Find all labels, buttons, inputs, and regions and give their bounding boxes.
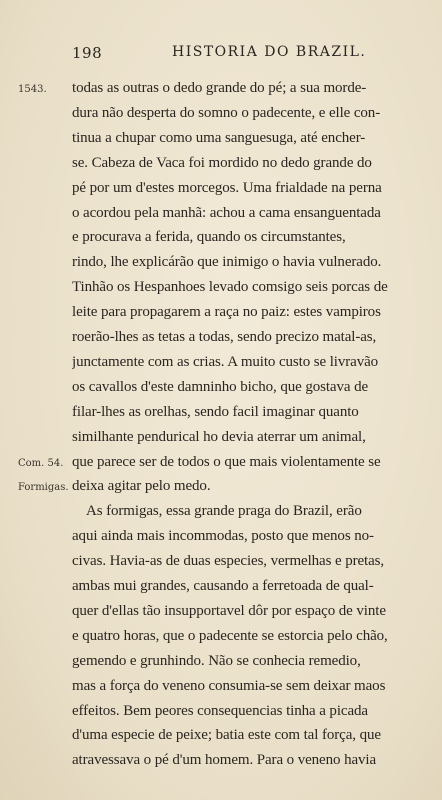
text-line: mas a força do veneno consumia-se sem deixar maos — [72, 677, 386, 694]
page-number: 198 — [72, 44, 103, 62]
text-line: roerão-lhes as tetas a todas, sendo precizo matal-as, — [72, 329, 377, 345]
text-line: dura não desperta do somno o padecente, e elle con- — [72, 104, 381, 121]
text-line: filar-lhes as orelhas, sendo facil imaginar quanto — [72, 403, 359, 420]
text-line: ambas mui grandes, causando a ferretoada de qual- — [72, 578, 374, 594]
text-line: gemendo e grunhindo. Não se conhecia remedio, — [72, 652, 361, 669]
text-line: civas. Havia-as de duas especies, vermelhas e pretas, — [72, 553, 385, 570]
running-title: HISTORIA DO BRAZIL. — [172, 44, 367, 60]
text-line: deixa agitar pelo medo. — [72, 478, 211, 495]
text-line: similhante pendurical ho devia aterrar um animal, — [72, 428, 366, 445]
text-line: effeitos. Bem peores consequencias tinha a picada — [72, 702, 368, 719]
text-line: que parece ser de todos o que mais violentamente se — [72, 453, 381, 470]
text-line: atravessava o pé d'um homem. Para o veneno havia — [72, 752, 377, 769]
text-line: e procurava a ferida, quando os circumstantes, — [72, 229, 346, 246]
text-line: leite para propagarem a raça no paiz: estes vampiros — [72, 304, 381, 321]
margin-note: Com. 54. — [18, 457, 64, 469]
text-line: se. Cabeza de Vaca foi mordido no dedo grande do — [72, 154, 372, 171]
text-line: os cavallos d'este damninho bicho, que gostava de — [72, 378, 369, 395]
text-line: d'uma especie de peixe; batia este com tal força, que — [72, 727, 381, 744]
text-line: aqui ainda mais incommodas, posto que menos no- — [72, 528, 374, 545]
text-line: pé por um d'estes morcegos. Uma frialdade na perna — [72, 179, 382, 196]
text-line: As formigas, essa grande praga do Brazil, erão — [86, 503, 362, 520]
page-header — [72, 44, 428, 66]
text-line: e quatro horas, que o padecente se estorcia pelo chão, — [72, 627, 388, 644]
text-line: todas as outras o dedo grande do pé; a sua morde- — [72, 80, 367, 96]
text-line: rindo, lhe explicárão que inimigo o havia vulnerado. — [72, 254, 382, 271]
margin-note: Formigas. — [18, 482, 69, 494]
text-line: Tinhão os Hespanhoes levado comsigo seis porcas de — [72, 279, 388, 296]
text-line: junctamente com as crias. A muito custo se livravão — [72, 353, 379, 370]
text-line: quer d'ellas tão insupportavel dôr por espaço de vinte — [72, 602, 386, 619]
text-line: o acordou pela manhã: achou a cama ensanguentada — [72, 204, 381, 221]
text-line: tinua a chupar como uma sanguesuga, até encher- — [72, 129, 366, 146]
margin-note: 1543. — [18, 84, 47, 95]
